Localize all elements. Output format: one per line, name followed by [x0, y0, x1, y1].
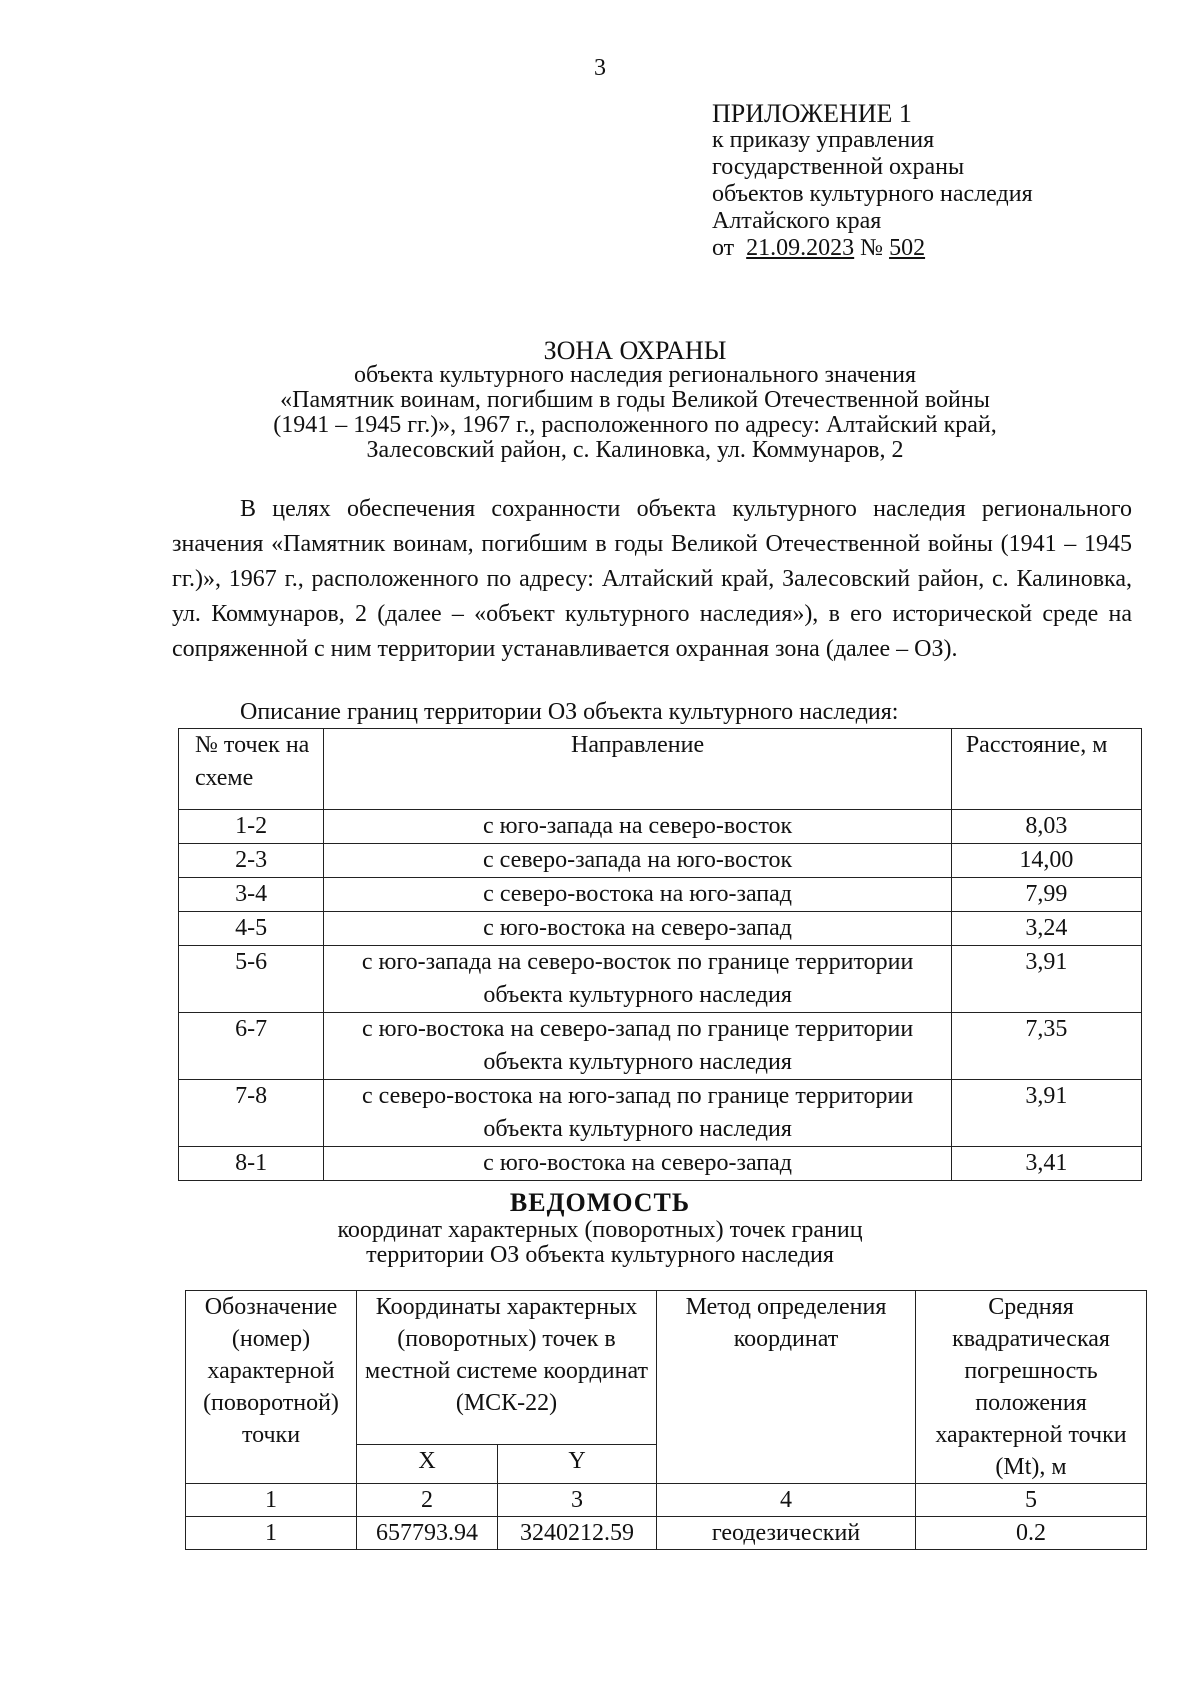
zone-title: ЗОНА ОХРАНЫ: [543, 336, 727, 365]
appendix-line: Алтайского края: [712, 208, 882, 234]
page-number: 3: [594, 55, 606, 81]
table-header-row: [179, 729, 1142, 810]
direction-cell: с юго-востока на северо-запад по границе территории объекта культурного наследия: [324, 1013, 951, 1080]
table-row: [179, 878, 1142, 912]
column-number: 2: [357, 1484, 498, 1517]
error-cell: 0.2: [916, 1517, 1147, 1550]
header-x: X: [357, 1444, 498, 1483]
zone-heading-line: «Памятник воинам, погибшим в годы Великой Отечественной войны: [280, 387, 990, 413]
method-cell: геодезический: [657, 1517, 916, 1550]
header-error: Средняя квадратическая погрешность положения характерной точки (Mt), м: [916, 1291, 1147, 1484]
table-row: [179, 810, 1142, 844]
body-paragraph: [172, 492, 1132, 667]
appendix-title: ПРИЛОЖЕНИЕ 1: [712, 99, 912, 128]
distance-cell: 14,00: [951, 844, 1141, 878]
header-direction: Направление: [324, 729, 951, 810]
vedomost-subtitle: [0, 1218, 1200, 1268]
points-cell: 3-4: [179, 878, 324, 912]
appendix-block: [712, 100, 1033, 262]
appendix-date-line: [712, 235, 1033, 262]
vedomost-subtitle-line: территории ОЗ объекта культурного наследия: [366, 1242, 834, 1268]
distance-cell: 7,35: [951, 1013, 1141, 1080]
designation-cell: 1: [186, 1517, 357, 1550]
distance-cell: 3,91: [951, 946, 1141, 1013]
zone-heading-line: Залесовский район, с. Калиновка, ул. Коммунаров, 2: [366, 437, 904, 463]
vedomost-title: ВЕДОМОСТЬ: [509, 1188, 691, 1217]
zone-heading: [195, 338, 1075, 463]
order-date: 21.09.2023: [746, 235, 855, 261]
table-row: [179, 1013, 1142, 1080]
x-cell: 657793.94: [357, 1517, 498, 1550]
points-cell: 4-5: [179, 912, 324, 946]
direction-cell: с юго-востока на северо-запад: [324, 912, 951, 946]
paragraph-text: В целях обеспечения сохранности объекта культурного наследия регионального значения «Памятник воинам, погибшим в годы Великой Отечественной войны (1941 – 1945 гг.)», 1967 г., расположенного по адресу: Алтайский край, Залесовский район, с. Калиновка, ул. Коммунаров, 2 (далее – «объект культурного наследия»), в его исторической среде на сопряженной с ним территории устанавливается охранная зона (далее – ОЗ).: [172, 496, 1132, 662]
table-row: [186, 1517, 1147, 1550]
direction-cell: с северо-запада на юго-восток: [324, 844, 951, 878]
vedomost-subtitle-line: координат характерных (поворотных) точек границ: [337, 1217, 863, 1243]
table-row: [179, 946, 1142, 1013]
header-points: № точек на схеме: [179, 729, 324, 810]
points-cell: 7-8: [179, 1080, 324, 1147]
coordinates-table: [185, 1290, 1147, 1550]
header-designation: Обозначение (номер) характерной (поворотной) точки: [186, 1291, 357, 1484]
direction-cell: с юго-запада на северо-восток: [324, 810, 951, 844]
distance-cell: 3,41: [951, 1147, 1141, 1181]
column-number: 3: [498, 1484, 657, 1517]
direction-cell: с юго-востока на северо-запад: [324, 1147, 951, 1181]
appendix-line: объектов культурного наследия: [712, 181, 1033, 207]
points-cell: 8-1: [179, 1147, 324, 1181]
order-number: 502: [889, 235, 926, 261]
header-y: Y: [498, 1444, 657, 1483]
column-number: 4: [657, 1484, 916, 1517]
boundary-table: [178, 728, 1142, 1181]
header-method: Метод определения координат: [657, 1291, 916, 1484]
distance-cell: 3,91: [951, 1080, 1141, 1147]
points-cell: 5-6: [179, 946, 324, 1013]
distance-cell: 3,24: [951, 912, 1141, 946]
direction-cell: с северо-востока на юго-запад: [324, 878, 951, 912]
boundary-table-caption: Описание границ территории ОЗ объекта культурного наследия:: [240, 699, 899, 725]
table-row: [179, 1080, 1142, 1147]
column-number-row: [186, 1484, 1147, 1517]
distance-cell: 8,03: [951, 810, 1141, 844]
direction-cell: с северо-востока на юго-запад по границе территории объекта культурного наследия: [324, 1080, 951, 1147]
table-row: [179, 912, 1142, 946]
header-distance: Расстояние, м: [951, 729, 1141, 810]
column-number: 5: [916, 1484, 1147, 1517]
appendix-line: государственной охраны: [712, 154, 965, 180]
distance-cell: 7,99: [951, 878, 1141, 912]
column-number: 1: [186, 1484, 357, 1517]
points-cell: 1-2: [179, 810, 324, 844]
zone-heading-line: объекта культурного наследия регионального значения: [353, 362, 917, 388]
y-cell: 3240212.59: [498, 1517, 657, 1550]
table-row: [179, 1147, 1142, 1181]
number-prefix: №: [860, 235, 884, 261]
direction-cell: с юго-запада на северо-восток по границе территории объекта культурного наследия: [324, 946, 951, 1013]
table-header-row: [186, 1291, 1147, 1445]
date-prefix: от: [712, 235, 735, 261]
points-cell: 6-7: [179, 1013, 324, 1080]
appendix-line: к приказу управления: [712, 127, 935, 153]
points-cell: 2-3: [179, 844, 324, 878]
header-coordinates: Координаты характерных (поворотных) точек в местной системе координат (МСК-22): [357, 1291, 657, 1445]
zone-heading-line: (1941 – 1945 гг.)», 1967 г., расположенного по адресу: Алтайский край,: [273, 412, 997, 438]
table-row: [179, 844, 1142, 878]
